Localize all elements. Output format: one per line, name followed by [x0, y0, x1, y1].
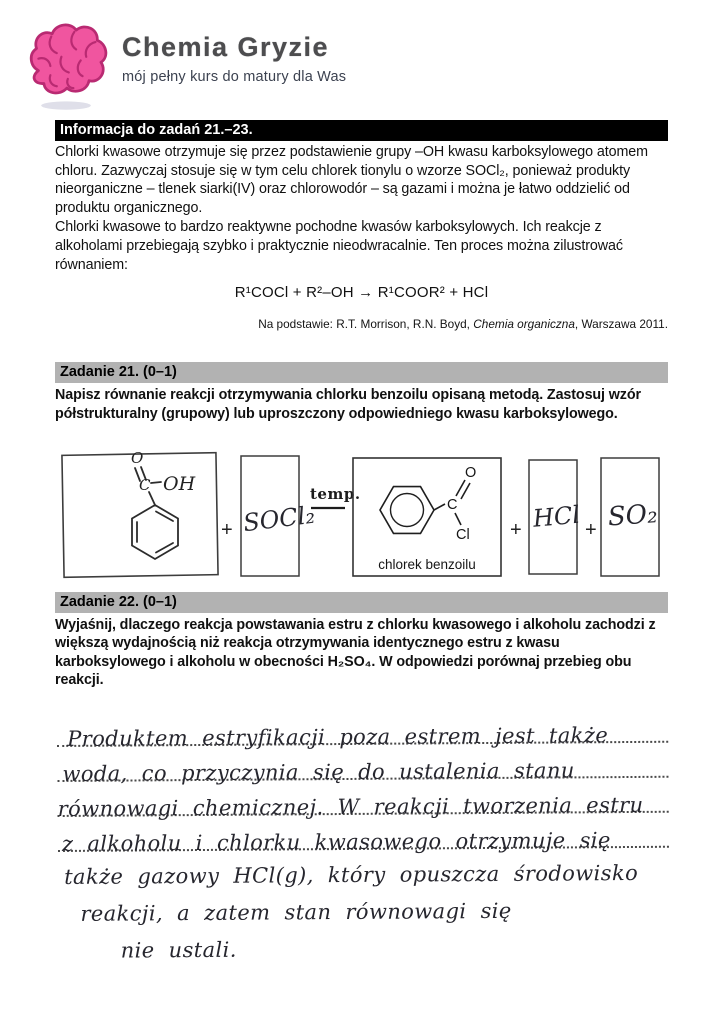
hydrogen-chloride-formula: HCl	[531, 500, 582, 533]
brand-tagline: mój pełny kurs do matury dla Was	[122, 69, 347, 85]
product-caption: chlorek benzoilu	[378, 556, 476, 572]
product-chlorine-label: Cl	[456, 526, 470, 543]
product-carbon-label: C	[447, 496, 458, 513]
reaction-equation: R¹COCl + R²–OH → R¹COOR² + HCl	[234, 284, 489, 302]
plus-sign-1: +	[221, 518, 233, 541]
sulfur-dioxide-box	[601, 458, 659, 576]
logo-shadow	[41, 101, 91, 109]
brand-title: Chemia Gryzie	[122, 32, 330, 62]
content-column	[55, 120, 668, 963]
plus-sign-2: +	[510, 518, 522, 541]
thionyl-chloride-box	[241, 456, 316, 576]
task22-header-bar: Zadanie 22. (0–1)	[55, 592, 668, 613]
answer-line: równowagi chemicznej. W reakcji tworzenia estru	[57, 778, 668, 817]
task22-text: Wyjaśnij, dlaczego reakcja powstawania estru z chlorku kwasowego i alkoholu zachodzi z większą wydajnością niż reakcja otrzymywania identycznego estru z kwasu karboksylowego i alkoholu w obecności H₂SO₄. W odpowiedzi porównaj przebieg obu reakcji.	[55, 616, 656, 689]
answer-line: Produktem estryfikacji poza estrem jest także	[57, 708, 668, 747]
hydrogen-chloride-box	[529, 460, 581, 574]
info-paragraph-1: Chlorki kwasowe otrzymuje się przez podstawienie grupy –OH kwasu karboksylowego atomem chloru. Zazwyczaj stosuje się w tym celu chlorek tionylu o wzorze SOCl₂, ponieważ produkty nieorganiczne – tlenek siarki(IV) oraz chlorowodór – są gazami i można je łatwo oddzielić od produktu organicznego.	[55, 144, 648, 216]
reaction-scheme-drawing	[55, 438, 668, 584]
task21-text: Napisz równanie reakcji otrzymywania chlorku benzoilu opisaną metodą. Zastosuj wzór półstrukturalny (grupowy) lub uproszczony odpowiedniego kwasu karboksylowego.	[55, 387, 641, 422]
answer-line: nie ustali.	[120, 937, 237, 963]
reaction-scheme	[55, 438, 668, 589]
citation-book-title: Chemia organiczna	[473, 317, 575, 332]
plus-sign-3: +	[585, 518, 597, 541]
info-title-bar: Informacja do zadań 21.–23.	[55, 120, 668, 141]
benzoic-acid-box	[62, 449, 218, 577]
citation-prefix: Na podstawie: R.T. Morrison, R.N. Boyd,	[258, 317, 474, 332]
answer-line: także gazowy HCl(g), który opuszcza środowisko	[64, 860, 639, 889]
acid-oxygen-label: O	[131, 448, 144, 467]
brand-block	[122, 20, 346, 85]
benzoyl-chloride-box	[353, 458, 501, 576]
brain-icon	[20, 20, 112, 112]
info-paragraph-2: Chlorki kwasowe to bardzo reaktywne pochodne kwasów karboksylowych. Ich reakcje z alkoholami przebiegają szybko i praktycznie nieodwracalnie. Ten proces można zilustrować równaniem:	[55, 219, 623, 273]
citation-suffix: , Warszawa 2011.	[574, 317, 668, 332]
answer-line: woda, co przyczynia się do ustalenia stanu	[57, 743, 668, 782]
product-oxygen-label: O	[465, 464, 477, 481]
task21-header-bar: Zadanie 21. (0–1)	[55, 362, 668, 383]
header	[20, 20, 346, 117]
sulfur-dioxide-formula: SO₂	[606, 498, 659, 533]
handwritten-answer	[57, 708, 670, 963]
acid-hydroxyl-label: OH	[163, 472, 196, 495]
source-citation	[55, 317, 668, 331]
answer-line: z alkoholu i chlorku kwasowego otrzymuje się	[58, 813, 669, 852]
condition-label: temp.	[310, 484, 361, 503]
acid-carbon-label: C	[139, 475, 151, 494]
answer-line: reakcji, a zatem stan równowagi się	[80, 898, 512, 926]
thionyl-chloride-formula: SOCl₂	[241, 500, 317, 537]
brand-logo	[20, 20, 112, 117]
box-frame	[62, 452, 218, 577]
